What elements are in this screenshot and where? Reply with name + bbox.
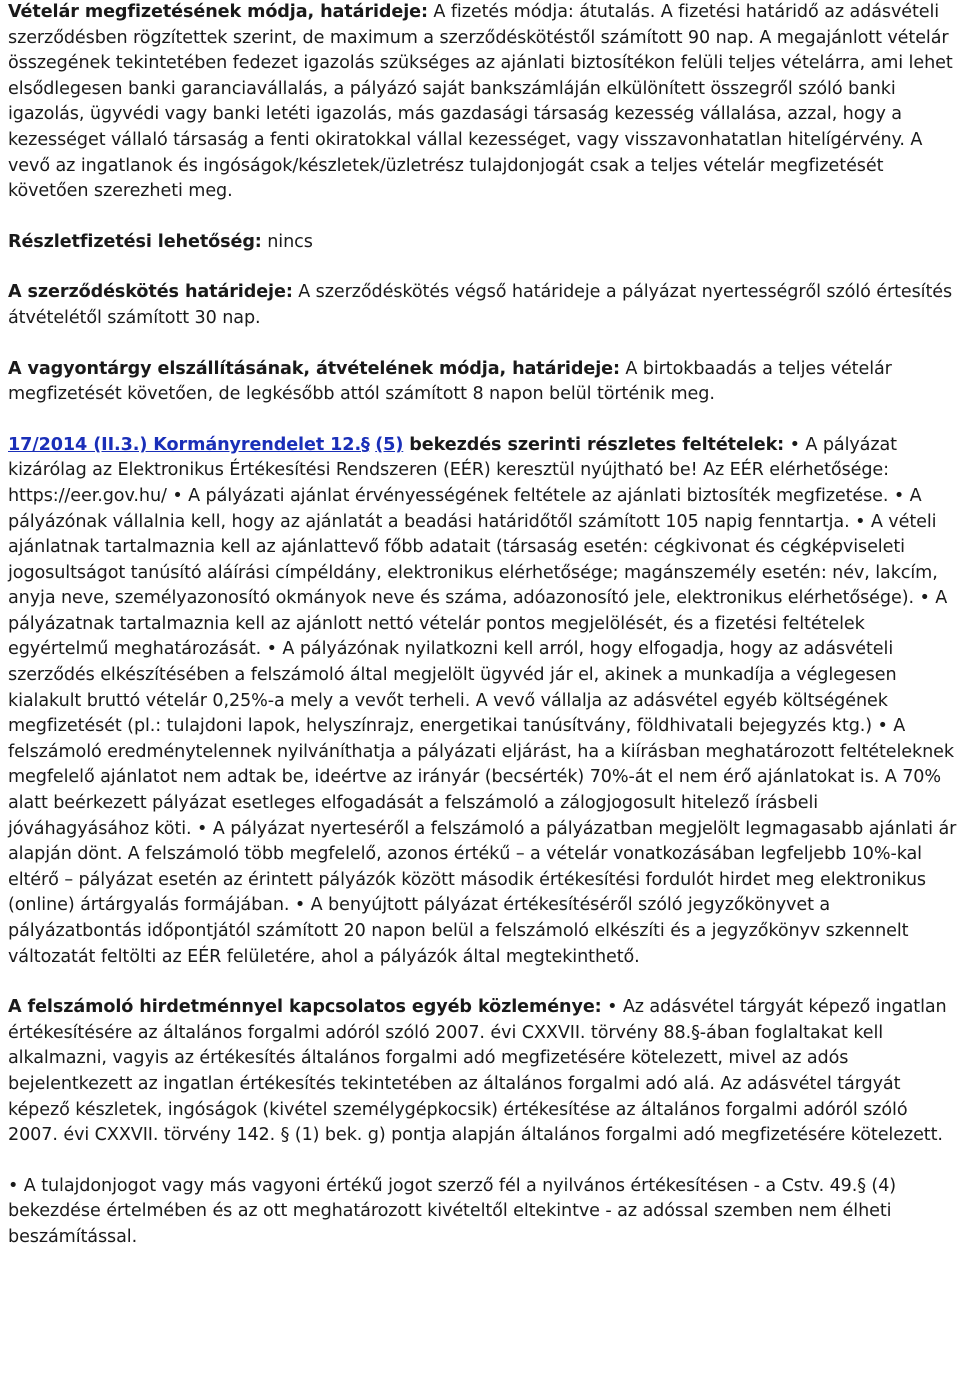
delivery-text: A birtokbaadás a teljes vételár megfizetését követően, de legkésőbb attól számított 8 napon belül történik meg. xyxy=(8,358,892,405)
installment-text: nincs xyxy=(261,231,313,252)
delivery-label: A vagyontárgy elszállításának, átvételének módja, határideje: xyxy=(8,358,620,379)
paragraph-sign-link[interactable]: § xyxy=(361,434,370,455)
payment-text: A fizetés módja: átutalás. A fizetési határidő az adásvételi szerződésben rögzítettek szerint, de maximum a szerződéskötéstől számított 90 nap. A megajánlott vételár összegének tekintetében fedezet igazolás szükséges az ajánlati biztosítékon felüli teljes vételárra, ami lehet elsődlegesen banki garanciavállalás, a pályázó saját bankszámláján elkülönített összegről szóló banki igazolás, ügyvédi vagy banki letéti igazolás, más gazdasági társaság kezesség vállalása, azzal, hogy a kezességet vállaló társaság a fenti okiratokkal vállal kezességet, vagy visszavonhatatlan hitelígérvény. A vevő az ingatlanok és ingóságok/készletek/üzletrész tulajdonjogát csak a teljes vételár megfizetését követően szerezheti meg. xyxy=(8,2,953,202)
payment-paragraph xyxy=(8,0,958,205)
regulation-text: • A pályázat kizárólag az Elektronikus Értékesítési Rendszeren (EÉR) keresztül nyújtható be! Az EÉR elérhetősége: https://eer.gov.hu/ • A pályázati ajánlat érvényességének feltétele az ajánlati biztosíték megfizetése. • A pályázónak vállalnia kell, hogy az ajánlatát a beadási határidőtől számított 105 napig fenntartja. • A vételi ajánlatnak tartalmaznia kell az ajánlattevő főbb adatait (társaság esetén: cégkivonat és cégképviseleti jogosultságot tanúsító aláírási címpéldány, elektronikus elérhetősége; magánszemély esetén: név, lakcím, anyja neve, személyazonosító okmányok neve és száma, adóazonosító jele, elektronikus elérhetősége). • A pályázatnak tartalmaznia kell az ajánlott nettó vételár pontos megjelölését, és a fizetési feltételek egyértelmű meghatározását. • A pályázónak nyilatkozni kell arról, hogy elfogadja, hogy az adásvételi szerződés elkészítésében a felszámoló által megjelölt ügyvéd jár el, akinek a munkadíja a véglegesen kialakult bruttó vételár 0,25%-a mely a vevőt terheli. A vevő vállalja az adásvétel egyéb költségének megfizetését (pl.: tulajdoni lapok, helyszínrajz, energetikai tanúsítvány, földhivatali bejegyzés ktg.) • A felszámoló eredménytelennek nyilváníthatja a pályázati eljárást, ha a kiírásban meghatározott feltételeknek megfelelő ajánlatot nem adtak be, ideértve az irányár (becsérték) 70%-át el nem érő ajánlatokat is. A 70% alatt beérkezett pályázat esetleges elfogadását a felszámoló a zálogjogosult hitelező írásbeli jóváhagyásához köti. • A pályázat nyerteséről a felszámoló a pályázatban megjelölt legmagasabb ajánlati ár alapján dönt. A felszámoló több megfelelő, azonos értékű – a vételár vonatkozásában legfeljebb 10%-kal eltérő – pályázat esetén az érintett pályázók között második értékesítési fordulót hirdet meg elektronikus (online) ártárgyalás formájában. • A benyújtott pályázat értékesítéséről szóló jegyzőkönyvet a pályázatbontás időpontjától számított 20 napon belül a felszámoló elkészíti és a jegyzőkönyv szkennelt változatát feltölti az EÉR felületére, ahol a pályázók által megtekinthető. xyxy=(8,434,957,967)
contract-deadline-text: A szerződéskötés végső határideje a pályázat nyertességről szóló értesítés átvételétől számított 30 nap. xyxy=(8,282,953,328)
announcement-label: A felszámoló hirdetménnyel kapcsolatos egyéb közleménye: xyxy=(8,997,602,1018)
contract-deadline-label: A szerződéskötés határideje: xyxy=(8,282,293,303)
installment-paragraph xyxy=(8,230,958,256)
announcement-text: • Az adásvétel tárgyát képező ingatlan értékesítésére az általános forgalmi adóról szóló 2007. évi CXXVII. törvény 88.§-ában foglaltakat kell alkalmazni, vagyis az értékesítés általános forgalmi adó megfizetésére kötelezett, mivel az adós bejelentkezett az ingatlan értékesítés tekintetében az általános forgalmi adó alá. Az adásvétel tárgyát képező készletek, ingóságok (kivétel személygépkocsik) értékesítése az általános forgalmi adóról szóló 2007. évi CXXVII. törvény 142. § (1) bek. g) pontja alapján általános forgalmi adó megfizetésére kötelezett. xyxy=(8,997,947,1146)
delivery-paragraph xyxy=(8,357,958,408)
subsection-link[interactable]: (5) xyxy=(375,434,404,455)
regulation-paragraph xyxy=(8,433,958,970)
document-body xyxy=(8,0,958,1251)
setoff-text: • A tulajdonjogot vagy más vagyoni értékű jogot szerző fél a nyilvános értékesítésen - a Cstv. 49.§ (4) bekezdése értelmében és az ott meghatározott kivételtől eltekintve - az adóssal szemben nem élheti beszámítással. xyxy=(8,1175,897,1247)
payment-label: Vételár megfizetésének módja, határideje: xyxy=(8,2,428,22)
announcement-paragraph xyxy=(8,995,958,1149)
regulation-link[interactable]: 17/2014 (II.3.) Kormányrendelet 12. xyxy=(8,434,362,455)
setoff-paragraph xyxy=(8,1174,958,1251)
regulation-label: bekezdés szerinti részletes feltételek: xyxy=(403,434,785,455)
contract-deadline-paragraph xyxy=(8,280,958,331)
installment-label: Részletfizetési lehetőség: xyxy=(8,231,262,252)
